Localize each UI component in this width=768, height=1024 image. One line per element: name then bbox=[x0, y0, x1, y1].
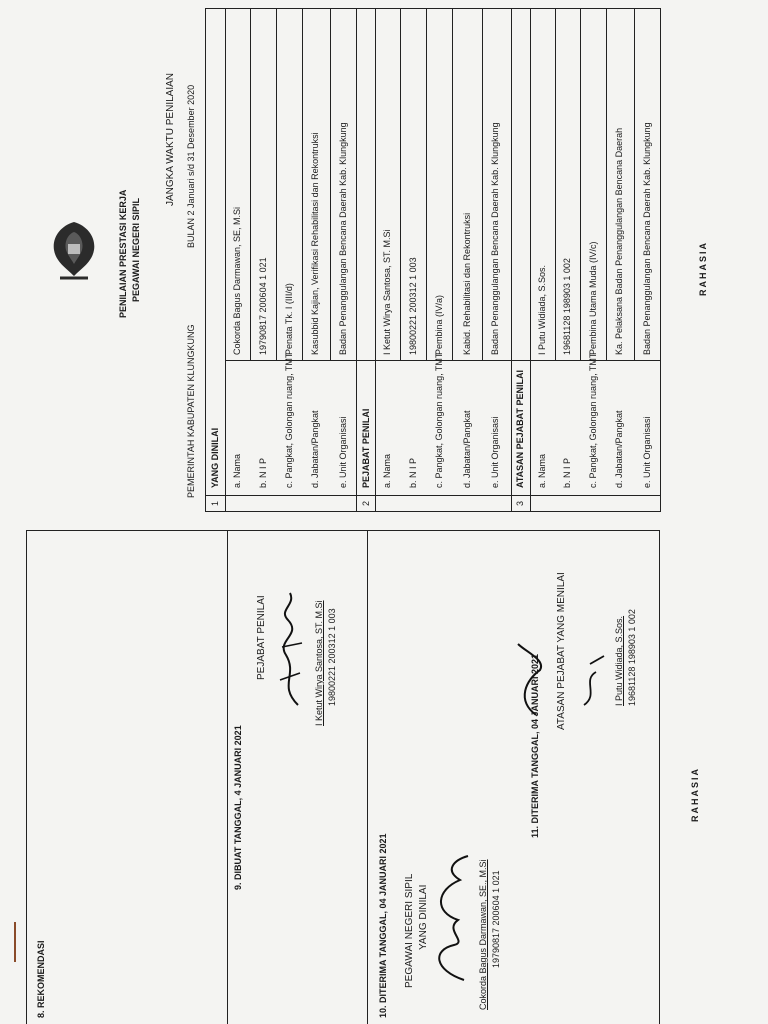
row-value: Cokorda Bagus Darmawan, SE, M.Si bbox=[232, 206, 242, 355]
table-border bbox=[205, 511, 661, 512]
row-divider bbox=[225, 8, 226, 512]
received-superior-role: ATASAN PEJABAT YANG MENILAI bbox=[556, 572, 567, 730]
government-name: PEMERINTAH KABUPATEN KLUNGKUNG bbox=[186, 324, 196, 498]
received-employee-role-2: YANG DINILAI bbox=[418, 884, 429, 950]
signature-overlap-stroke bbox=[506, 640, 546, 720]
row-label: c. Pangkat, Golongan ruang, TMT bbox=[588, 352, 598, 488]
row-divider bbox=[250, 8, 251, 360]
row-value: Pembina (IV/a) bbox=[434, 294, 444, 355]
row-label: a. Nama bbox=[382, 453, 392, 488]
section-number: 1 bbox=[210, 500, 220, 506]
row-value: Kasubbid Kajian, Verifikasi Rehabilitasi dan Rekontruksi bbox=[310, 132, 320, 355]
table-border bbox=[660, 8, 661, 512]
table-border bbox=[205, 8, 661, 9]
period-value: BULAN 2 Januari s/d 31 Desember 2020 bbox=[186, 84, 196, 248]
row-value: 19800221 200312 1 003 bbox=[408, 257, 418, 355]
signature-pegawai-dinilai bbox=[424, 850, 474, 990]
section-title: YANG DINILAI bbox=[210, 427, 220, 488]
frame-line bbox=[367, 530, 368, 1024]
received-employee-heading: 10. DITERIMA TANGGAL, 04 JANUARI 2021 bbox=[378, 833, 388, 1018]
recommendation-label: 8. REKOMENDASI bbox=[36, 940, 46, 1018]
row-label: d. Jabatan/Pangkat bbox=[310, 410, 320, 488]
row-divider bbox=[580, 8, 581, 360]
form-title-1: PENILAIAN PRESTASI KERJA bbox=[118, 189, 128, 318]
row-value: Ka. Pelaksana Badan Penanggulangan Bencana Daerah bbox=[614, 127, 624, 355]
row-divider bbox=[452, 8, 453, 360]
garuda-emblem-icon bbox=[46, 218, 102, 284]
made-nip: 19800221 200312 1 003 bbox=[327, 608, 337, 706]
section-number: 3 bbox=[515, 500, 525, 506]
frame-line bbox=[26, 530, 27, 1024]
form-title-2: PEGAWAI NEGERI SIPIL bbox=[131, 197, 141, 302]
section-number: 2 bbox=[361, 500, 371, 506]
row-label: c. Pangkat, Golongan ruang, TMT bbox=[284, 352, 294, 488]
row-value: 19790817 200604 1 021 bbox=[258, 257, 268, 355]
table-border bbox=[205, 495, 661, 496]
row-value: Kabid. Rehabilitasi dan Rekontruksi bbox=[462, 212, 472, 355]
row-value: I Ketut Wirya Santosa, ST. M.Si bbox=[382, 229, 392, 355]
received-superior-heading: 11. DITERIMA TANGGAL, 04 JANUARI 2021 bbox=[530, 653, 540, 838]
row-divider bbox=[482, 8, 483, 360]
row-value: Pembina Utama Muda (IV/c) bbox=[588, 241, 598, 355]
row-value: Badan Penanggulangan Bencana Daerah Kab. Klungkung bbox=[490, 122, 500, 355]
received-superior-name: I Putu Widiada, S.Sos. bbox=[614, 615, 624, 706]
signature-atasan-pejabat bbox=[574, 650, 610, 710]
row-divider bbox=[606, 8, 607, 360]
row-label: a. Nama bbox=[537, 453, 547, 488]
row-divider bbox=[400, 8, 401, 360]
period-label: JANGKA WAKTU PENILAIAN bbox=[165, 73, 176, 206]
row-label: b. N I P bbox=[562, 457, 572, 488]
row-label: d. Jabatan/Pangkat bbox=[462, 410, 472, 488]
made-role: PEJABAT PENILAI bbox=[256, 595, 267, 680]
frame-line bbox=[659, 530, 660, 1024]
row-label: b. N I P bbox=[408, 457, 418, 488]
row-value: I Putu Widiada, S.Sos. bbox=[537, 264, 547, 355]
made-name: I Ketut Wirya Santosa, ST. M.Si bbox=[314, 600, 324, 726]
section-divider bbox=[356, 8, 357, 512]
frame-line bbox=[227, 530, 228, 1024]
received-employee-name: Cokorda Bagus Darmawan, SE., M.Si bbox=[478, 859, 488, 1010]
section-divider bbox=[511, 8, 512, 512]
row-divider bbox=[530, 8, 531, 512]
row-divider bbox=[375, 8, 376, 512]
row-label: c. Pangkat, Golongan ruang, TMT bbox=[434, 352, 444, 488]
row-label: e. Unit Organisasi bbox=[490, 416, 500, 488]
row-label: d. Jabatan/Pangkat bbox=[614, 410, 624, 488]
left-footer: RAHASIA bbox=[690, 766, 700, 822]
row-value: Badan Penanggulangan Bencana Daerah Kab. Klungkung bbox=[338, 122, 348, 355]
row-value: 19681128 198903 1 002 bbox=[562, 258, 572, 355]
row-divider bbox=[302, 8, 303, 360]
row-label: b. N I P bbox=[258, 457, 268, 488]
signature-pejabat-penilai bbox=[268, 585, 308, 715]
section-title: PEJABAT PENILAI bbox=[361, 408, 371, 488]
table-border bbox=[205, 8, 206, 512]
row-divider bbox=[634, 8, 635, 360]
row-divider bbox=[426, 8, 427, 360]
row-label: e. Unit Organisasi bbox=[338, 416, 348, 488]
right-footer: RAHASIA bbox=[698, 240, 708, 296]
row-label: a. Nama bbox=[232, 453, 242, 488]
binding-mark bbox=[14, 922, 16, 962]
made-heading: 9. DIBUAT TANGGAL, 4 JANUARI 2021 bbox=[233, 725, 243, 890]
row-divider bbox=[276, 8, 277, 360]
row-divider bbox=[555, 8, 556, 360]
section-title: ATASAN PEJABAT PENILAI bbox=[515, 369, 525, 488]
row-divider bbox=[330, 8, 331, 360]
row-label: e. Unit Organisasi bbox=[642, 416, 652, 488]
frame-line bbox=[26, 530, 660, 531]
row-value: Penata Tk. I (III/d) bbox=[284, 283, 294, 355]
row-value: Badan Penanggulangan Bencana Daerah Kab. Klungkung bbox=[642, 122, 652, 355]
received-superior-nip: 19681128 198903 1 002 bbox=[627, 609, 637, 706]
received-employee-role-1: PEGAWAI NEGERI SIPIL bbox=[404, 873, 415, 988]
received-employee-nip: 19790817 200604 1 021 bbox=[491, 870, 501, 968]
